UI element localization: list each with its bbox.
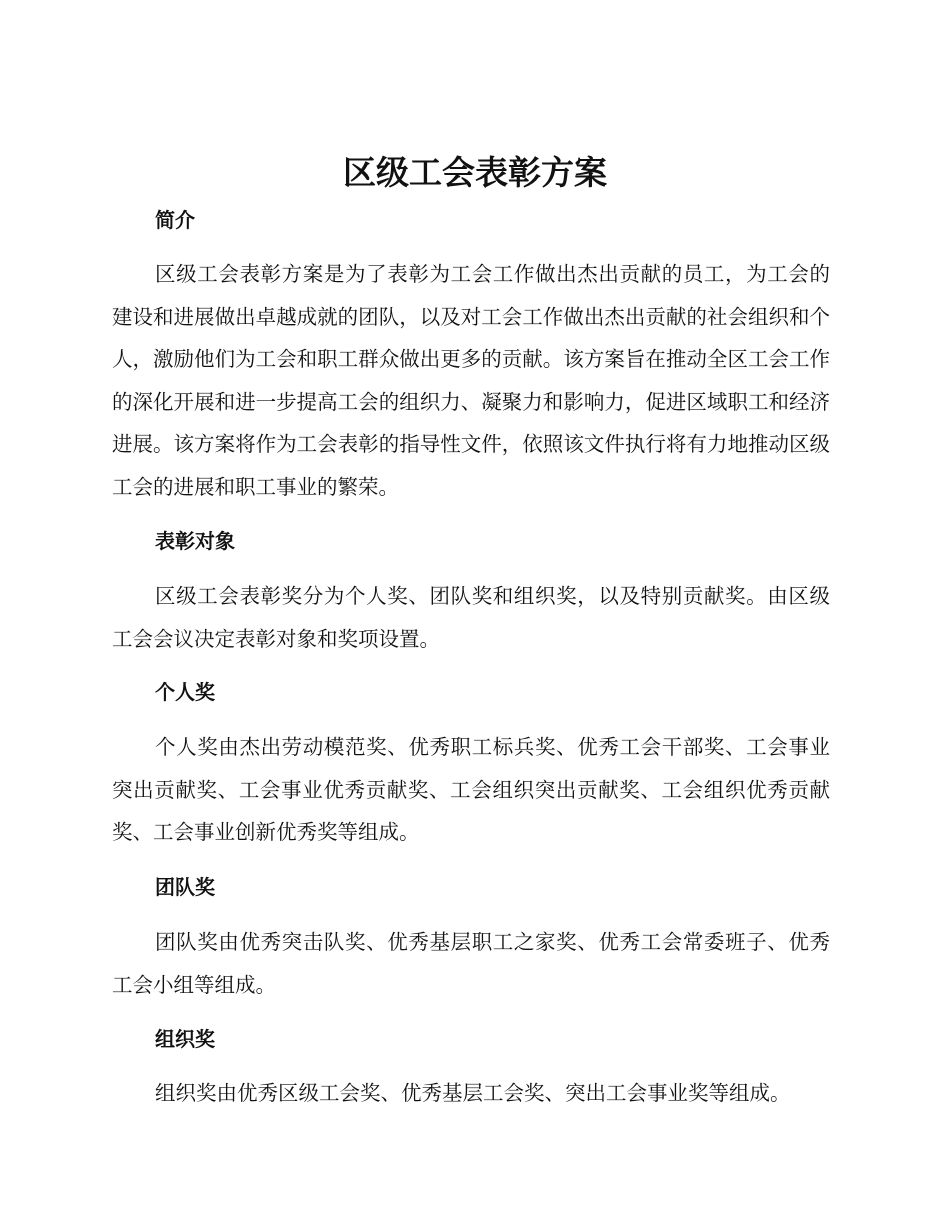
section-body-individual-award: 个人奖由杰出劳动模范奖、优秀职工标兵奖、优秀工会干部奖、工会事业突出贡献奖、工会事业优秀贡献奖、工会组织突出贡献奖、工会组织优秀贡献奖、工会事业创新优秀奖等组成。 [112,735,830,844]
section-heading-individual-award: 个人奖 [155,680,215,704]
section-body-organization-award: 组织奖由优秀区级工会奖、优秀基层工会奖、突出工会事业奖等组成。 [155,1081,791,1105]
section-heading-award-targets: 表彰对象 [155,529,235,553]
section-body-team-award: 团队奖由优秀突击队奖、优秀基层职工之家奖、优秀工会常委班子、优秀工会小组等组成。 [112,930,830,997]
section-heading-organization-award: 组织奖 [155,1027,215,1051]
document-title: 区级工会表彰方案 [343,153,607,192]
section-body-award-targets: 区级工会表彰奖分为个人奖、团队奖和组织奖，以及特别贡献奖。由区级工会会议决定表彰对象和奖项设置。 [112,584,830,651]
section-heading-intro: 简介 [155,208,195,232]
section-heading-team-award: 团队奖 [155,875,215,899]
section-body-intro: 区级工会表彰方案是为了表彰为工会工作做出杰出贡献的员工，为工会的建设和进展做出卓越成就的团队，以及对工会工作做出杰出贡献的社会组织和个人，激励他们为工会和职工群众做出更多的贡献。该方案旨在推动全区工会工作的深化开展和进一步提高工会的组织力、凝聚力和影响力，促进区域职工和经济进展。该方案将作为工会表彰的指导性文件，依照该文件执行将有力地推动区级工会的进展和职工事业的繁荣。 [112,262,830,499]
